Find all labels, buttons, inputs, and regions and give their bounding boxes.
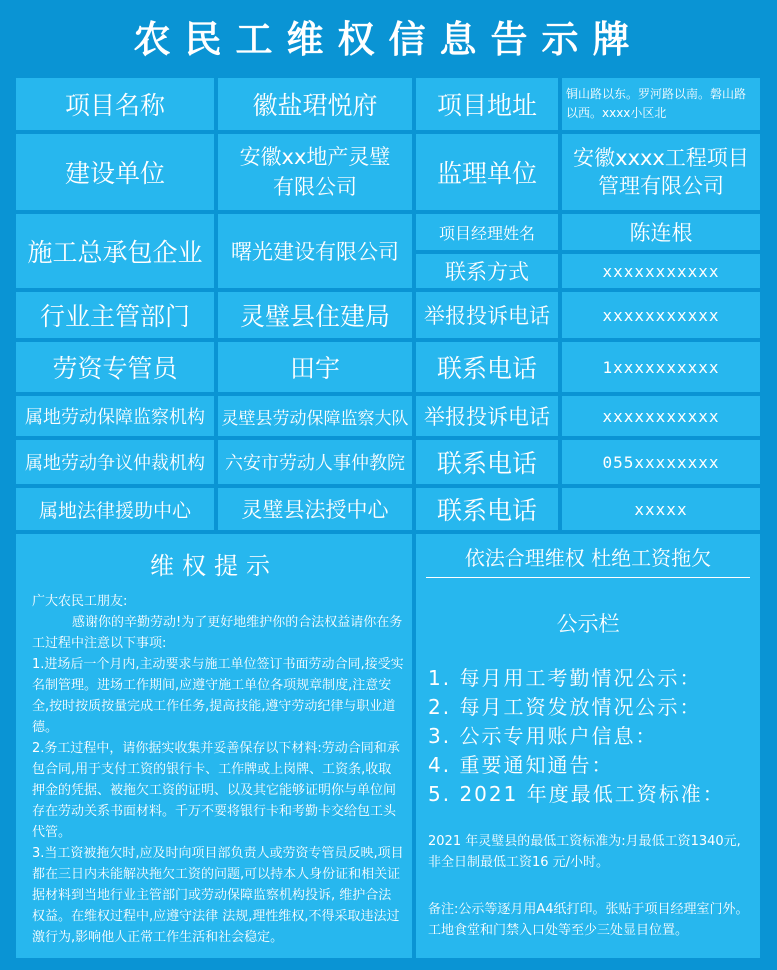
slogan-divider [426, 577, 750, 578]
general-contractor-label: 施工总承包企业 [16, 214, 214, 288]
project-address-value: 铜山路以东。罗河路以南。磐山路以西。xxxx小区北 [562, 78, 760, 130]
contact-phone-label-2: 联系电话 [416, 440, 558, 484]
supervisor-value: 安徽xxxx工程项目管理有限公司 [562, 134, 760, 210]
complaint-phone-value-2: xxxxxxxxxxx [562, 396, 760, 436]
notice-list [428, 664, 760, 809]
builder-value: 安徽xx地产灵璧有限公司 [218, 134, 412, 210]
builder-label: 建设单位 [16, 134, 214, 210]
labor-manager-value: 田宇 [218, 342, 412, 392]
notice-item: 2. 每月工资发放情况公示： [428, 695, 702, 719]
supervisor-label: 监理单位 [416, 134, 558, 210]
rights-tips-body [16, 591, 412, 948]
tip-item-2: 2.务工过程中，请你据实收集并妥善保存以下材料:劳动合同和承包合同,用于支付工资的银行卡、工作牌或上岗牌、工资条,收取押金的凭据、被拖欠工资的证明、以及其它能够证明你与单位间存在劳动关系书面材料。千万不要将银行卡和考勤卡交给包工头代管。 [32, 741, 400, 840]
legal-aid-label: 属地法律援助中心 [16, 488, 214, 530]
public-notice-panel [416, 534, 760, 958]
notice-item: 5. 2021 年度最低工资标准： [428, 782, 725, 806]
pm-contact-value: xxxxxxxxxxx [562, 254, 760, 288]
notice-item: 1. 每月用工考勤情况公示： [428, 666, 702, 690]
notice-board-title: 公示栏 [556, 612, 620, 636]
pm-name-label: 项目经理姓名 [416, 214, 558, 250]
legal-aid-value: 灵璧县法授中心 [218, 488, 412, 530]
greeting: 广大农民工朋友: [32, 594, 128, 609]
contact-phone-label-1: 联系电话 [416, 342, 558, 392]
board-title: 农民工维权信息告示牌 [133, 17, 644, 61]
pm-name-value: 陈连根 [562, 214, 760, 250]
notice-item: 3. 公示专用账户信息： [428, 724, 658, 748]
complaint-phone-value-1: xxxxxxxxxxx [562, 292, 760, 338]
authority-label: 行业主管部门 [16, 292, 214, 338]
authority-value: 灵璧县住建局 [218, 292, 412, 338]
contact-phone-value-1: 1xxxxxxxxxx [562, 342, 760, 392]
general-contractor-value: 曙光建设有限公司 [218, 214, 412, 288]
contact-phone-value-2: 055xxxxxxxx [562, 440, 760, 484]
complaint-phone-label-1: 举报投诉电话 [416, 292, 558, 338]
project-name-value: 徽盐珺悦府 [218, 78, 412, 130]
arbitration-value: 六安市劳动人事仲教院 [218, 440, 412, 484]
pm-contact-label: 联系方式 [416, 254, 558, 288]
notice-item: 4. 重要通知通告： [428, 753, 614, 777]
tip-item-1: 1.进场后一个月内,主动要求与施工单位签订书面劳动合同,接受实名制管理。进场工作期间,应遵守施工单位各项规章制度,注意安全,按时按质按量完成工作任务,提高技能,遵守劳动纪律与职业道德。 [32, 657, 404, 735]
contact-phone-label-3: 联系电话 [416, 488, 558, 530]
labor-inspection-label: 属地劳动保障监察机构 [16, 396, 214, 436]
labor-manager-label: 劳资专管员 [16, 342, 214, 392]
rights-tips-title: 维权提示 [150, 552, 278, 580]
tip-item-3: 3.当工资被拖欠时,应及时向项目部负责人或劳资专管员反映,项目都在三日内未能解决拖欠工资的问题,可以持本人身份证和相关证据材料到当地行业主管部门或劳动保障监察机构投诉, 维护合法权益。在维权过程中,应遵守法律 法规,理性维权,不得采取违法过激行为,影响他人正常工作生活和社会稳定。 [32, 846, 404, 945]
remark-note: 备注:公示等逐月用A4纸打印。张贴于项目经理室门外。工地食堂和门禁入口处等至少三处显目位置。 [428, 902, 749, 938]
complaint-phone-label-2: 举报投诉电话 [416, 396, 558, 436]
project-name-label: 项目名称 [16, 78, 214, 130]
intro-text: 感谢你的辛勤劳动!为了更好地维护你的合法权益请你在务工过程中注意以下事项: [32, 615, 403, 651]
labor-inspection-value: 灵壁县劳动保障监察大队 [218, 396, 412, 436]
project-address-label: 项目地址 [416, 78, 558, 130]
slogan: 依法合理维权 杜绝工资拖欠 [464, 546, 712, 570]
rights-tips-panel [16, 534, 412, 958]
contact-phone-value-3: xxxxx [562, 488, 760, 530]
min-wage-note: 2021 年灵璧县的最低工资标准为:月最低工资1340元,非全日制最低工资16 元/小时。 [428, 834, 741, 870]
arbitration-label: 属地劳动争议仲裁机构 [16, 440, 214, 484]
